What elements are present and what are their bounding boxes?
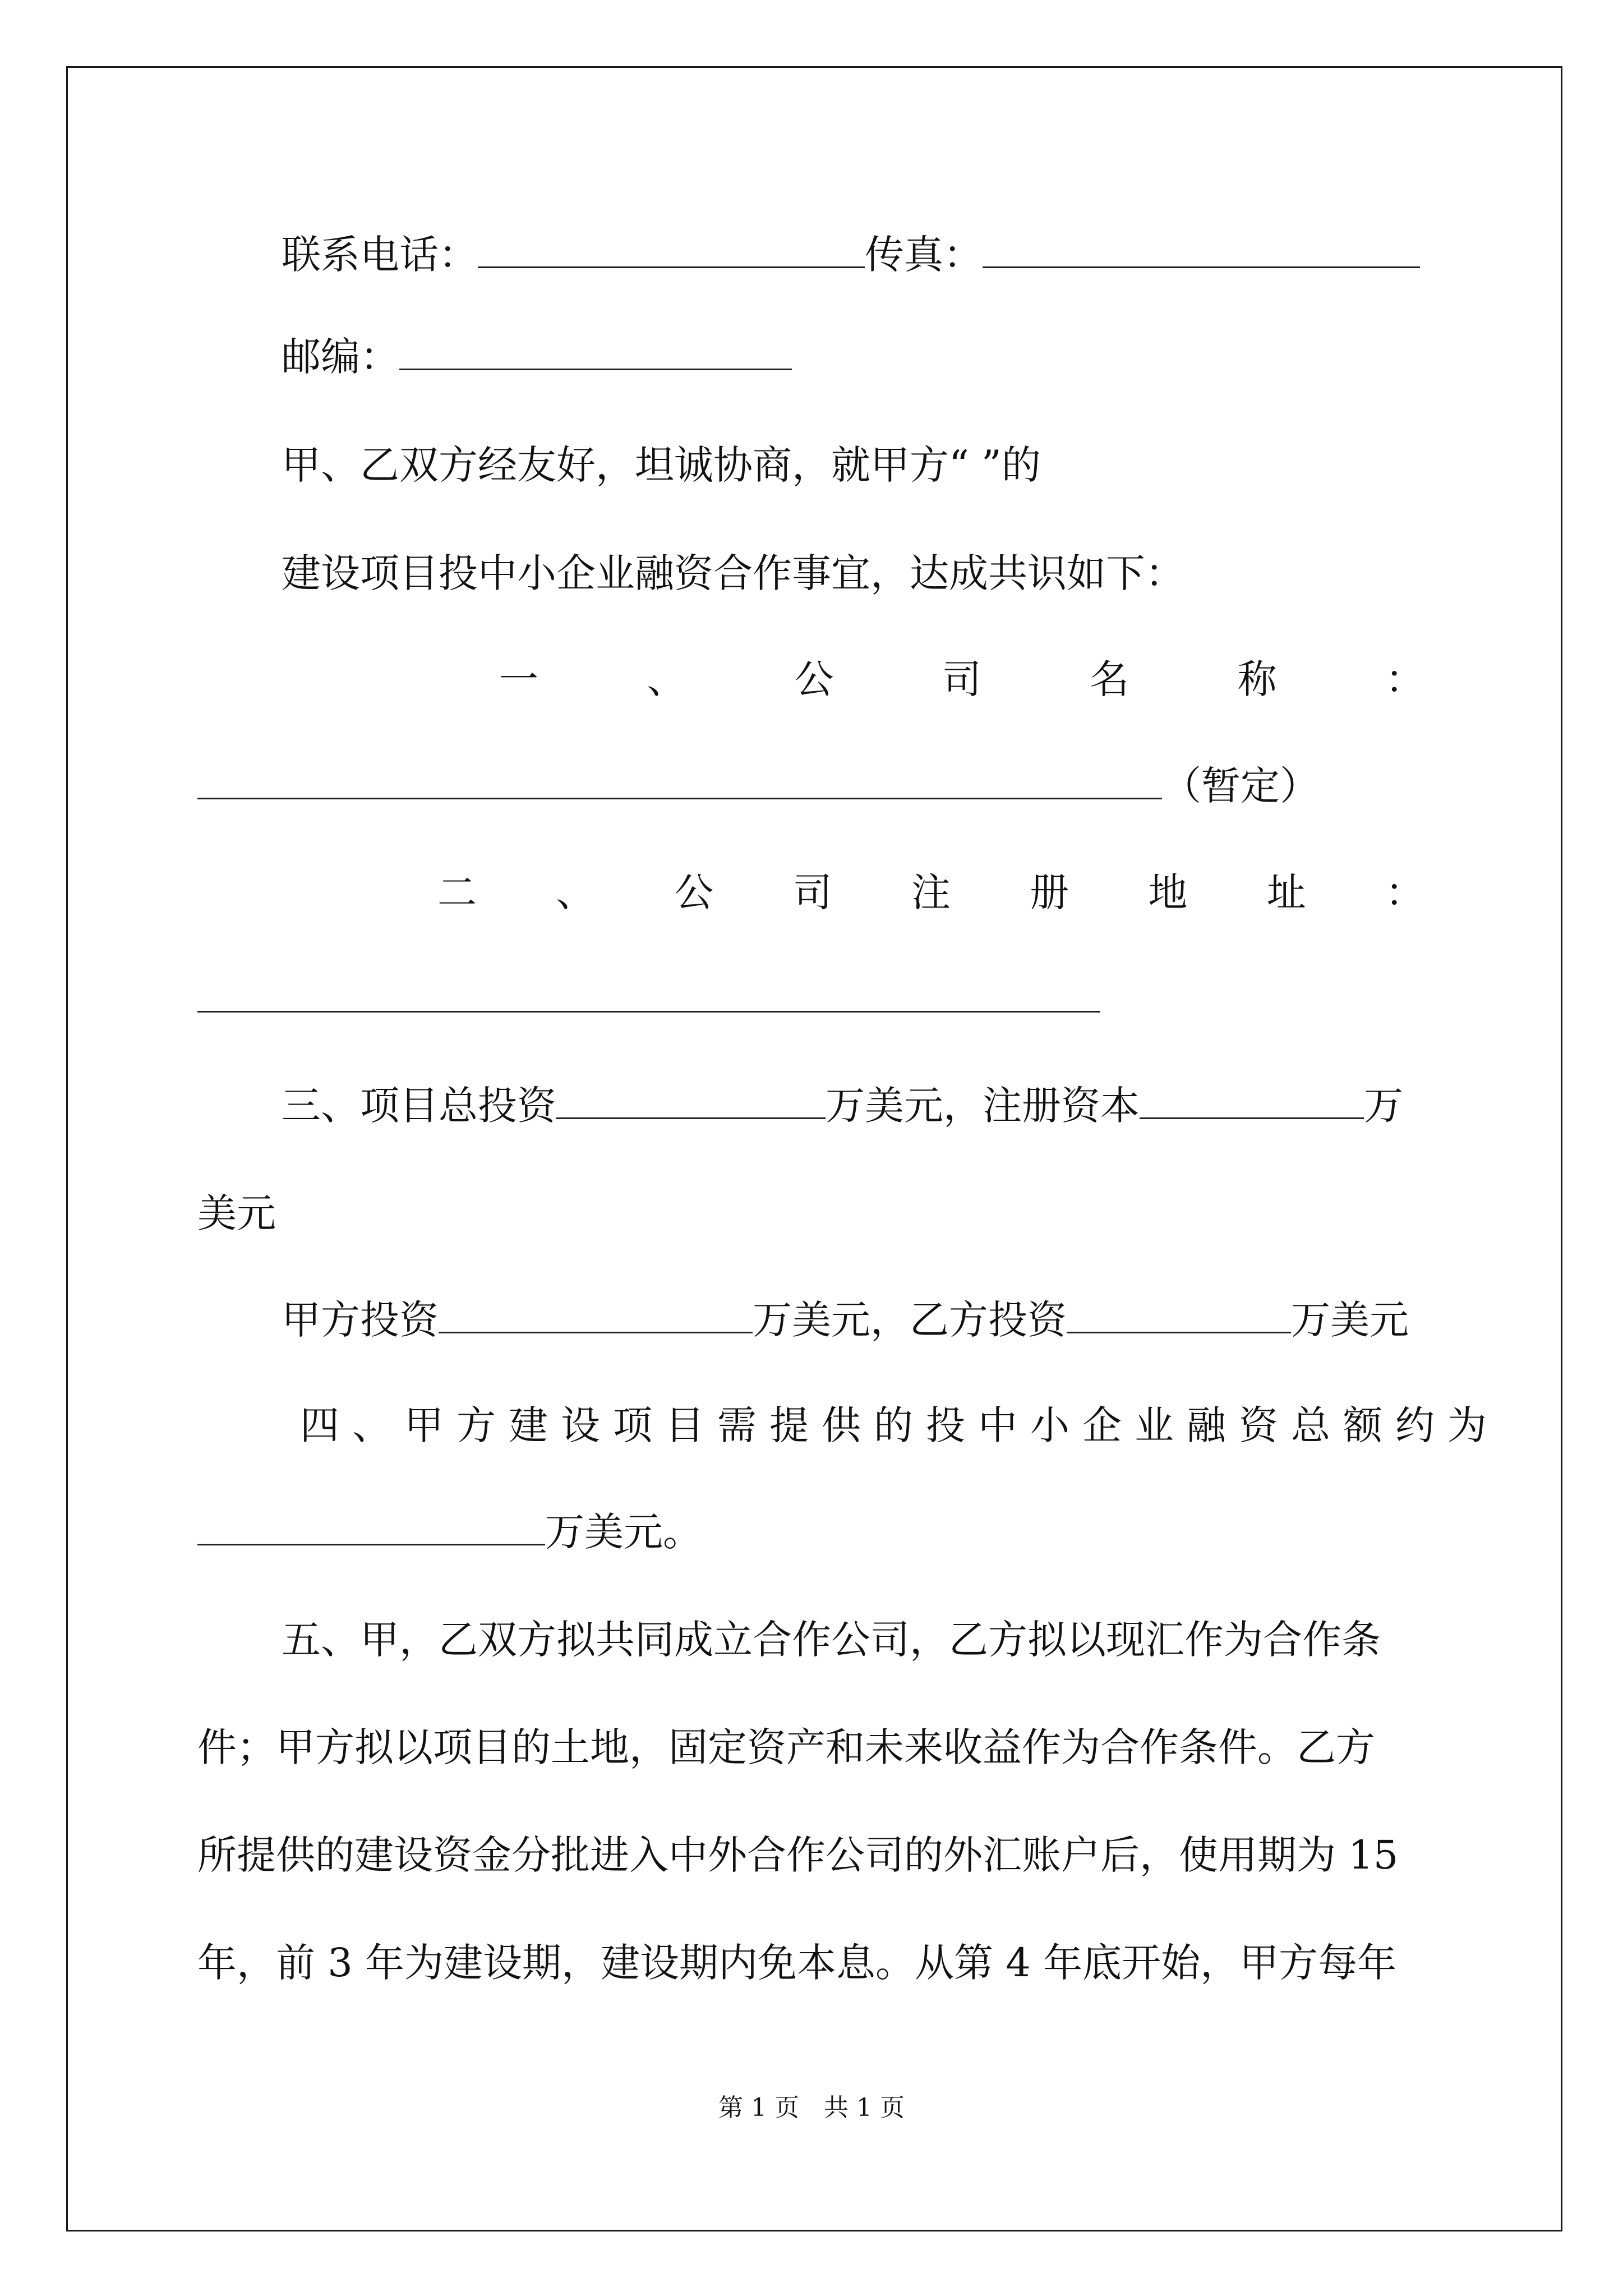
fax-blank[interactable] (983, 232, 1420, 268)
page-footer: 第 1 页 共 1 页 (718, 2093, 905, 2122)
item3-line-1 (282, 1080, 1403, 1131)
investors-line (282, 1295, 1409, 1345)
fax-label: 传真： (865, 232, 983, 278)
address-blank[interactable] (197, 976, 1100, 1013)
item3-mid: 万美元，注册资本 (826, 1083, 1140, 1129)
item2-char: 二 (437, 869, 477, 915)
item1-char: 司 (942, 656, 981, 702)
company-name-blank[interactable] (197, 763, 1162, 799)
item5-line-4: 年，前 3 年为建设期，建设期内免本息。从第 4 年底开始，甲方每年 (197, 1940, 1397, 1986)
intro-line-1: 甲、乙双方经友好，坦诚协商，就甲方“ ”的 (282, 442, 1041, 488)
zip-line (282, 332, 792, 382)
item2-heading (437, 867, 1424, 918)
contact-line (282, 229, 1420, 280)
item4-line-1: 四、甲方建设项目需提供的投中小企业融资总额约为 (300, 1402, 1500, 1448)
item5-line-2: 件；甲方拟以项目的土地，固定资产和未来收益作为合作条件。乙方 (197, 1724, 1375, 1770)
zip-blank[interactable] (399, 334, 792, 370)
address-line (197, 974, 1100, 1024)
registered-capital-blank[interactable] (1140, 1083, 1364, 1119)
item1-char: 公 (794, 656, 834, 702)
item1-char: 、 (647, 656, 686, 702)
item2-char: 注 (911, 869, 951, 915)
item3-end: 万 (1364, 1083, 1403, 1129)
item2-char: ： (1385, 869, 1424, 915)
item4-line-2 (197, 1507, 702, 1557)
item5-line-3: 所提供的建设资金分批进入中外合作公司的外汇账户后，使用期为 15 (197, 1832, 1399, 1878)
item1-char: 名 (1090, 656, 1129, 702)
investors-end: 万美元 (1291, 1297, 1409, 1343)
item1-char: 称 (1237, 656, 1277, 702)
investors-mid: 万美元，乙方投资 (753, 1297, 1067, 1343)
item2-char: 司 (792, 869, 832, 915)
item1-heading (499, 654, 1424, 705)
item1-char: ： (1385, 656, 1424, 702)
financing-total-blank[interactable] (197, 1509, 545, 1545)
item2-char: 、 (556, 869, 596, 915)
company-name-suffix: （暂定） (1162, 763, 1319, 809)
page-border (66, 66, 1562, 2231)
intro-line-2: 建设项目投中小企业融资合作事宜，达成共识如下： (282, 550, 1184, 596)
item2-char: 址 (1266, 869, 1306, 915)
item3-line-2: 美元 (197, 1190, 276, 1236)
company-name-line (197, 761, 1319, 811)
zip-label: 邮编： (282, 334, 399, 380)
total-investment-blank[interactable] (556, 1083, 826, 1119)
phone-label: 联系电话： (282, 232, 478, 278)
phone-blank[interactable] (478, 232, 865, 268)
item2-char: 地 (1148, 869, 1188, 915)
item4-suffix: 万美元。 (545, 1509, 702, 1555)
item1-char: 一 (499, 656, 538, 702)
item2-char: 册 (1030, 869, 1069, 915)
party-b-investment-blank[interactable] (1067, 1297, 1291, 1333)
item3-prefix: 三、项目总投资 (282, 1083, 556, 1129)
party-a-investment-blank[interactable] (439, 1297, 753, 1333)
item2-char: 公 (674, 869, 714, 915)
party-a-investment-label: 甲方投资 (282, 1297, 439, 1343)
item5-line-1: 五、甲，乙双方拟共同成立合作公司，乙方拟以现汇作为合作条 (282, 1617, 1381, 1663)
